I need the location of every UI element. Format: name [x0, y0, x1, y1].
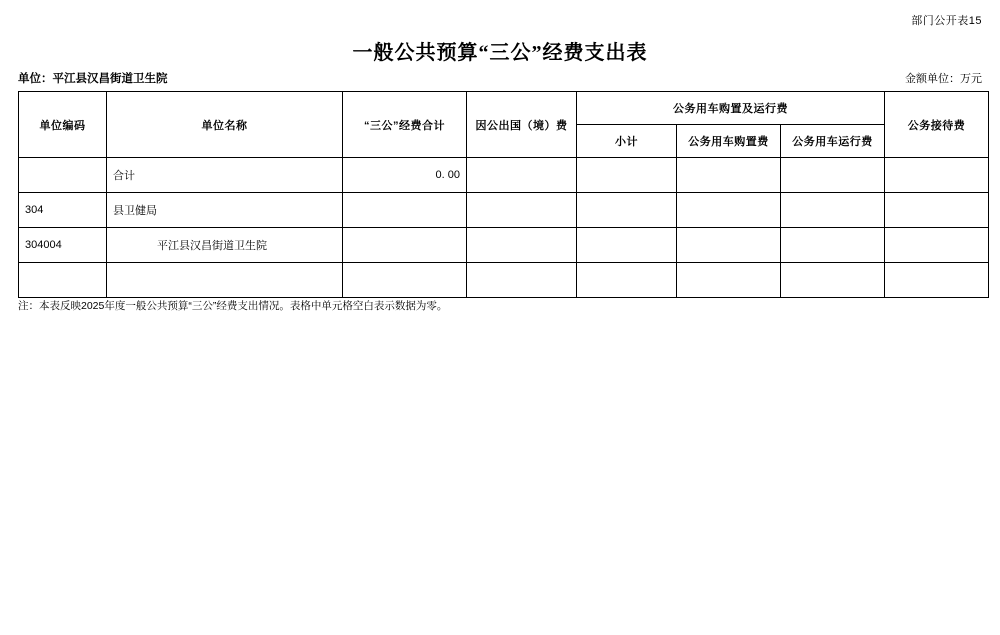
cell-total [343, 263, 467, 298]
table-row [19, 228, 989, 263]
cell-vehicle-subtotal [577, 158, 677, 193]
meta-row [18, 70, 982, 86]
cell-reception [885, 263, 989, 298]
header-vehicle-subtotal: 小计 [577, 125, 677, 158]
table-header-row-1 [19, 92, 989, 125]
cell-unit-code: 304 [19, 193, 107, 228]
cell-vehicle-operation [781, 158, 885, 193]
cell-reception [885, 158, 989, 193]
cell-vehicle-purchase [677, 158, 781, 193]
cell-vehicle-purchase [677, 263, 781, 298]
cell-vehicle-operation [781, 228, 885, 263]
cell-vehicle-subtotal [577, 263, 677, 298]
header-abroad: 因公出国（境）费 [467, 92, 577, 158]
cell-abroad [467, 228, 577, 263]
cell-reception [885, 193, 989, 228]
cell-vehicle-subtotal [577, 193, 677, 228]
form-code-label: 部门公开表15 [911, 15, 982, 27]
amount-unit-label: 金额单位：万元 [905, 73, 982, 85]
header-unit-code: 单位编码 [19, 92, 107, 158]
budget-table [18, 91, 989, 298]
header-unit-name: 单位名称 [107, 92, 343, 158]
table-row [19, 263, 989, 298]
cell-vehicle-purchase [677, 228, 781, 263]
cell-unit-name: 县卫健局 [107, 193, 343, 228]
cell-abroad [467, 158, 577, 193]
unit-label: 单位：平江县汉昌街道卫生院 [18, 73, 168, 85]
cell-unit-code: 304004 [19, 228, 107, 263]
cell-vehicle-purchase [677, 193, 781, 228]
cell-vehicle-subtotal [577, 228, 677, 263]
cell-unit-code [19, 158, 107, 193]
cell-unit-code [19, 263, 107, 298]
cell-abroad [467, 193, 577, 228]
cell-total [343, 228, 467, 263]
cell-unit-name [107, 263, 343, 298]
cell-total [343, 193, 467, 228]
cell-abroad [467, 263, 577, 298]
cell-unit-name: 合计 [107, 158, 343, 193]
table-row [19, 158, 989, 193]
cell-reception [885, 228, 989, 263]
header-reception: 公务接待费 [885, 92, 989, 158]
table-header [19, 92, 989, 158]
header-vehicle-group: 公务用车购置及运行费 [577, 92, 885, 125]
cell-vehicle-operation [781, 193, 885, 228]
header-vehicle-purchase: 公务用车购置费 [677, 125, 781, 158]
cell-unit-name: 平江县汉昌街道卫生院 [107, 228, 343, 263]
table-note: 注：本表反映2025年度一般公共预算“三公”经费支出情况。表格中单元格空白表示数据为零。 [18, 300, 448, 312]
cell-vehicle-operation [781, 263, 885, 298]
page-title: 一般公共预算“三公”经费支出表 [352, 42, 648, 64]
table-body [19, 158, 989, 298]
cell-total: 0. 00 [343, 158, 467, 193]
table-row [19, 193, 989, 228]
header-vehicle-operation: 公务用车运行费 [781, 125, 885, 158]
header-total: “三公”经费合计 [343, 92, 467, 158]
